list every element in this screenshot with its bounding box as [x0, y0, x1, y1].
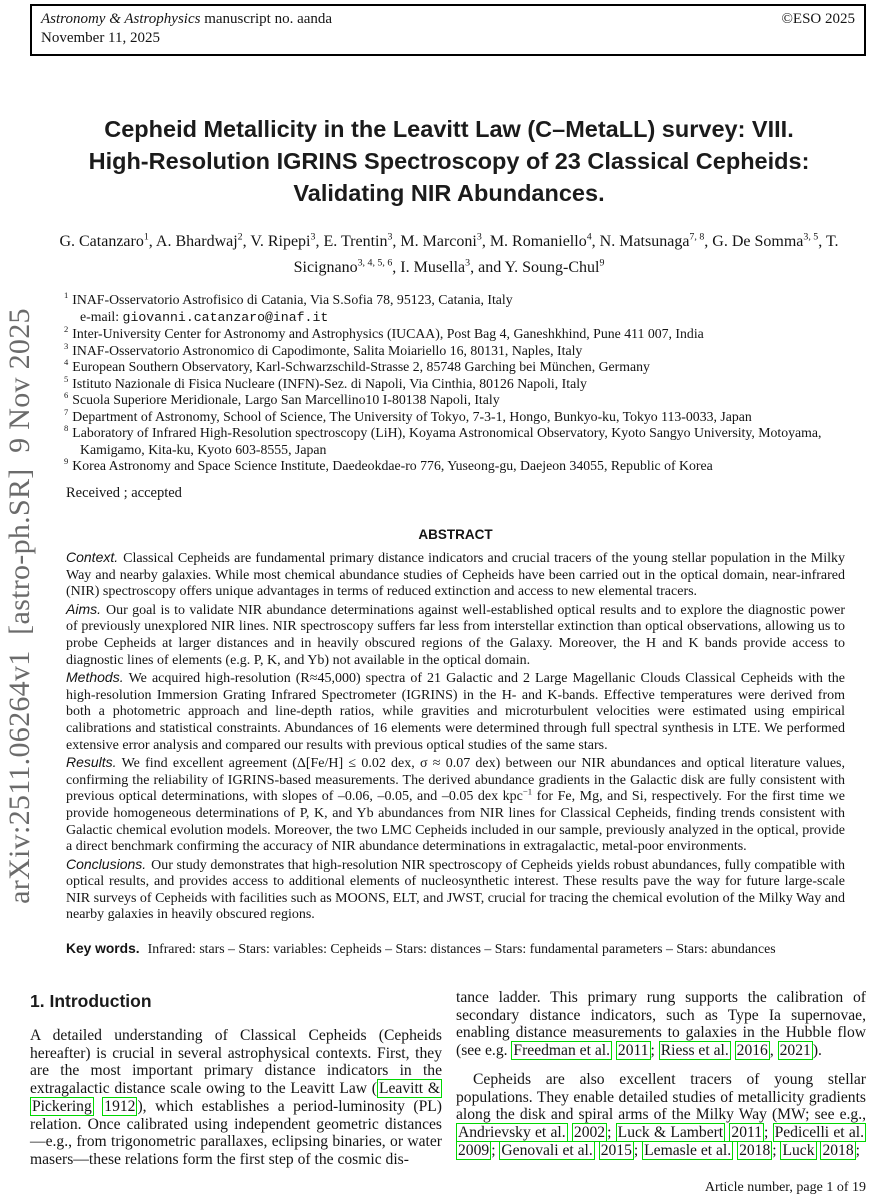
journal-name: Astronomy & Astrophysics — [41, 11, 201, 27]
arxiv-stamp: arXiv:2511.06264v1 [astro-ph.SR] 9 Nov 2025 — [3, 308, 36, 904]
citation-link[interactable]: Pedicelli et al. — [774, 1123, 865, 1141]
header-date: November 11, 2025 — [41, 30, 161, 46]
citation-link[interactable]: Luck — [782, 1141, 815, 1159]
affiliation-item — [64, 458, 846, 475]
keywords-text: Infrared: stars – Stars: variables: Cepheids – Stars: distances – Stars: fundamental parameters – Stars: abundances — [147, 941, 776, 956]
citation-link[interactable]: Leavitt & Pickering — [32, 1080, 440, 1115]
intro-paragraph-right-2: Cepheids are also excellent tracers of young stellar populations. They enable detailed studies of metallicity gradients along the disk and spiral arms of the Milky Way (MW; see e.g., Andrievsky et al. 2002 ; Luck & Lambert 2011 ; Pedicelli et al. 2009 ; Genovali et al. 2015 ; Lemasle et al. 2018 ; Luck 2018 ; — [456, 1070, 866, 1159]
affiliation-text: Istituto Nazionale di Fisica Nucleare (INFN)-Sez. di Napoli, Via Cinthia, 80126 Napoli, Italy — [72, 375, 587, 391]
affiliation-number: 2 — [64, 324, 69, 335]
manuscript-no: manuscript no. aanda — [200, 11, 333, 27]
article-number: Article number, page 1 of 19 — [704, 1180, 866, 1195]
citation-link[interactable]: 1912 — [104, 1097, 136, 1115]
citation-link[interactable]: 2009 — [458, 1141, 490, 1159]
citation-link[interactable]: Lemasle et al. — [644, 1141, 732, 1159]
paragraph-text: We find excellent agreement (Δ[Fe/H] ≤ 0.02 dex, σ ≈ 0.07 dex) between our NIR abundances and optical literature values, confirming the reliability of IGRINS-based measurements. The derived abundance gradients in the Galactic disk are fully consistent with previous optical determinations, with slopes of –0.06, –0.05, and –0.05 dex kpc$^{-1}$ for Fe, Mg, and Si, respectively. For the first time we provide homogeneous determinations of P, K, and Yb abundances from NIR lines for Classical Cepheids, finding trends consistent with Galactic chemical evolution models. Moreover, the two LMC Cepheids included in our sample, previously analyzed in the optical, provide a direct benchmark confirming the accuracy of NIR abundance determinations in extragalactic, metal-poor environments. — [66, 756, 845, 855]
citation-link[interactable]: Riess et al. — [660, 1042, 729, 1060]
title-line-3: Validating NIR Abundances. — [293, 180, 605, 206]
title-line-1: Cepheid Metallicity in the Leavitt Law (C–MetaLL) survey: VIII. — [104, 116, 794, 142]
affiliation-number: 8 — [64, 423, 69, 434]
affiliation-text: Korea Astronomy and Space Science Institute, Daedeokdae-ro 776, Yuseong-gu, Daejeon 34055, Republic of Korea — [72, 458, 713, 473]
abstract-heading: ABSTRACT — [418, 527, 493, 542]
eso-copyright: ©ESO 2025 — [781, 11, 855, 27]
paragraph-label: Aims. — [66, 600, 101, 617]
citation-link[interactable]: Andrievsky et al. — [458, 1123, 566, 1141]
left-column — [30, 991, 442, 1169]
affiliation-text: Laboratory of Infrared High-Resolution spectroscopy (LiH), Koyama Astronomical Observatory, Kyoto Sangyo University, Motoyama, Kamigamo, Kita-ku, Kyoto 603-8555, Japan — [72, 425, 822, 457]
affiliation-number: 9 — [64, 456, 69, 467]
paragraph-text: We acquired high-resolution (R≈45,000) spectra of 21 Galactic and 2 Large Magellanic Clouds Classical Cepheids with the high-resolution Immersion Grating Infrared Spectrometer (IGRINS) in the H- and K-bands. Effective temperatures were derived from both a photometric approach and line-depth ratios, while gravities and microturbulent velocities were estimated using empirical calibrations and statistical constraints. Abundances of 16 elements were determined through full spectral synthesis in LTE. We performed extensive error analysis and compared our results with previous optical studies of the same stars. — [66, 671, 845, 753]
citation-link[interactable]: 2016 — [736, 1042, 768, 1060]
section-heading-introduction: 1. Introduction — [30, 991, 152, 1011]
manuscript-line — [41, 10, 332, 29]
author-list: G. Catanzaro$^1$, A. Bhardwaj$^2$, V. Ripepi$^3$, E. Trentin$^3$, M. Marconi$^3$, M. Romaniello$^4$, N. Matsunaga$^{7, 8}$, G. De Somma$^{3, 5}$, T. Sicignano$^{3, 4, 5, 6}$, I. Musella$^3$, and Y. Soung-Chul$^9$ — [59, 231, 839, 276]
affiliation-number: 1 — [64, 290, 69, 301]
citation-link[interactable]: Luck & Lambert — [617, 1123, 724, 1141]
affiliation-item — [64, 392, 846, 409]
keywords-line — [66, 941, 845, 957]
abstract-body — [66, 549, 845, 924]
citation-link[interactable]: 2021 — [779, 1042, 811, 1060]
keywords-label: Key words. — [66, 941, 140, 956]
paragraph-text: Classical Cepheids are fundamental primary distance indicators and crucial tracers of the young stellar population in the Milky Way and nearby galaxies. While most chemical abundance studies of Cepheids have been carried out in the optical domain, near-infrared (NIR) spectroscopy offers unique advantages in terms of reduced extinction and access to new elemental tracers. — [66, 551, 845, 600]
affiliation-text: Inter-University Center for Astronomy and Astrophysics (IUCAA), Post Bag 4, Ganeshkhind, Pune 411 007, India — [72, 326, 704, 341]
affiliation-number: 3 — [64, 340, 69, 351]
abstract-conclusions — [66, 856, 845, 924]
affiliation-item — [64, 406, 846, 426]
citation-link[interactable]: Genovali et al. — [501, 1141, 593, 1159]
affiliation-item — [64, 373, 846, 393]
paper-title — [30, 113, 868, 209]
right-column — [456, 989, 866, 1159]
affiliation-text: Scuola Superiore Meridionale, Largo San Marcellino10 I-80138 Napoli, Italy — [72, 392, 500, 407]
affiliation-item — [64, 340, 846, 360]
paragraph-label: Context. — [66, 549, 119, 565]
affiliation-item — [64, 292, 846, 326]
affiliation-number: 5 — [64, 373, 69, 384]
paragraph-label: Conclusions. — [66, 855, 147, 872]
citation-link[interactable]: Freedman et al. — [513, 1042, 610, 1060]
citation-link[interactable]: 2018 — [822, 1141, 854, 1159]
affiliation-text: INAF-Osservatorio Astronomico di Capodimonte, Salita Moiariello 16, 80131, Naples, Italy — [72, 342, 583, 358]
intro-paragraph-left: A detailed understanding of Classical Cepheids (Cepheids hereafter) is crucial in several astrophysical contexts. First, they are the most important primary distance indicators in the extragalactic distance scale owing to the Leavitt Law ( Leavitt & Pickering 1912 ), which establishes a period-luminosity (PL) relation. Once calibrated using independent geometric distances—e.g., from trigonometric parallaxes, eclipsing binaries, or water masers—these relations form the first step of the cosmic dis- — [30, 1027, 442, 1168]
affiliation-text: Department of Astronomy, School of Science, The University of Tokyo, 7-3-1, Hongo, Bunkyo-ku, Tokyo 113-0033, Japan — [72, 408, 752, 424]
title-line-2: High-Resolution IGRINS Spectroscopy of 23 Classical Cepheids: — [88, 148, 810, 174]
paragraph-label: Results. — [66, 754, 117, 771]
affiliation-number: 7 — [64, 406, 69, 417]
intro-paragraph-right-1: tance ladder. This primary rung supports the calibration of secondary distance indicators, such as Type Ia supernovae, enabling distance measurements to galaxies in the Hubble flow (see e.g. Freedman et al. 2011 ; Riess et al. 2016 , 2021 ). — [456, 989, 866, 1060]
citation-link[interactable]: 2011 — [617, 1042, 649, 1060]
abstract-results — [66, 754, 845, 856]
affiliation-item — [64, 425, 846, 458]
affiliation-item — [64, 326, 846, 343]
affiliation-list — [64, 292, 846, 475]
citation-link[interactable]: 2018 — [739, 1141, 771, 1159]
received-accepted: Received ; accepted — [66, 485, 182, 501]
affiliation-number: 4 — [64, 357, 69, 368]
paragraph-text: Our goal is to validate NIR abundance determinations against well-established optical results and to explore the diagnostic power of previously unexplored NIR lines. NIR spectroscopy suffers far less from interstellar extinction than optical observations, allowing us to probe Cepheids at larger distances and in heavily obscured regions of the Galaxy. Moreover, the H and K bands provide access to diagnostic lines of elements (e.g. P, K, and Yb) not available in the optical domain. — [66, 602, 845, 668]
citation-link[interactable]: 2002 — [573, 1123, 606, 1141]
citation-link[interactable]: 2015 — [600, 1141, 632, 1159]
affiliation-text: INAF-Osservatorio Astrofisico di Catania, Via S.Sofia 78, 95123, Catania, Italy e-mail: giovanni.catanzaro@inaf.it — [72, 292, 513, 325]
affiliation-item — [64, 359, 846, 376]
paragraph-label: Methods. — [66, 669, 124, 686]
abstract-methods — [66, 669, 845, 754]
abstract-aims — [66, 601, 845, 669]
affiliation-text: European Southern Observatory, Karl-Schwarzschild-Strasse 2, 85748 Garching bei München, Germany — [72, 359, 650, 374]
abstract-context — [66, 549, 845, 601]
citation-link[interactable]: 2011 — [731, 1123, 762, 1141]
paragraph-text: Our study demonstrates that high-resolution NIR spectroscopy of Cepheids yields robust abundances, fully compatible with optical results, and provides access to additional elements of nucleosynthetic interest. These results pave the way for future large-scale NIR surveys of Cepheids with facilities such as MOONS, ELT, and JWST, crucial for tracing the chemical evolution of the Milky Way and nearby galaxies in heavily obscured regions. — [66, 857, 845, 923]
affiliation-number: 6 — [64, 390, 69, 401]
journal-header — [30, 4, 866, 56]
